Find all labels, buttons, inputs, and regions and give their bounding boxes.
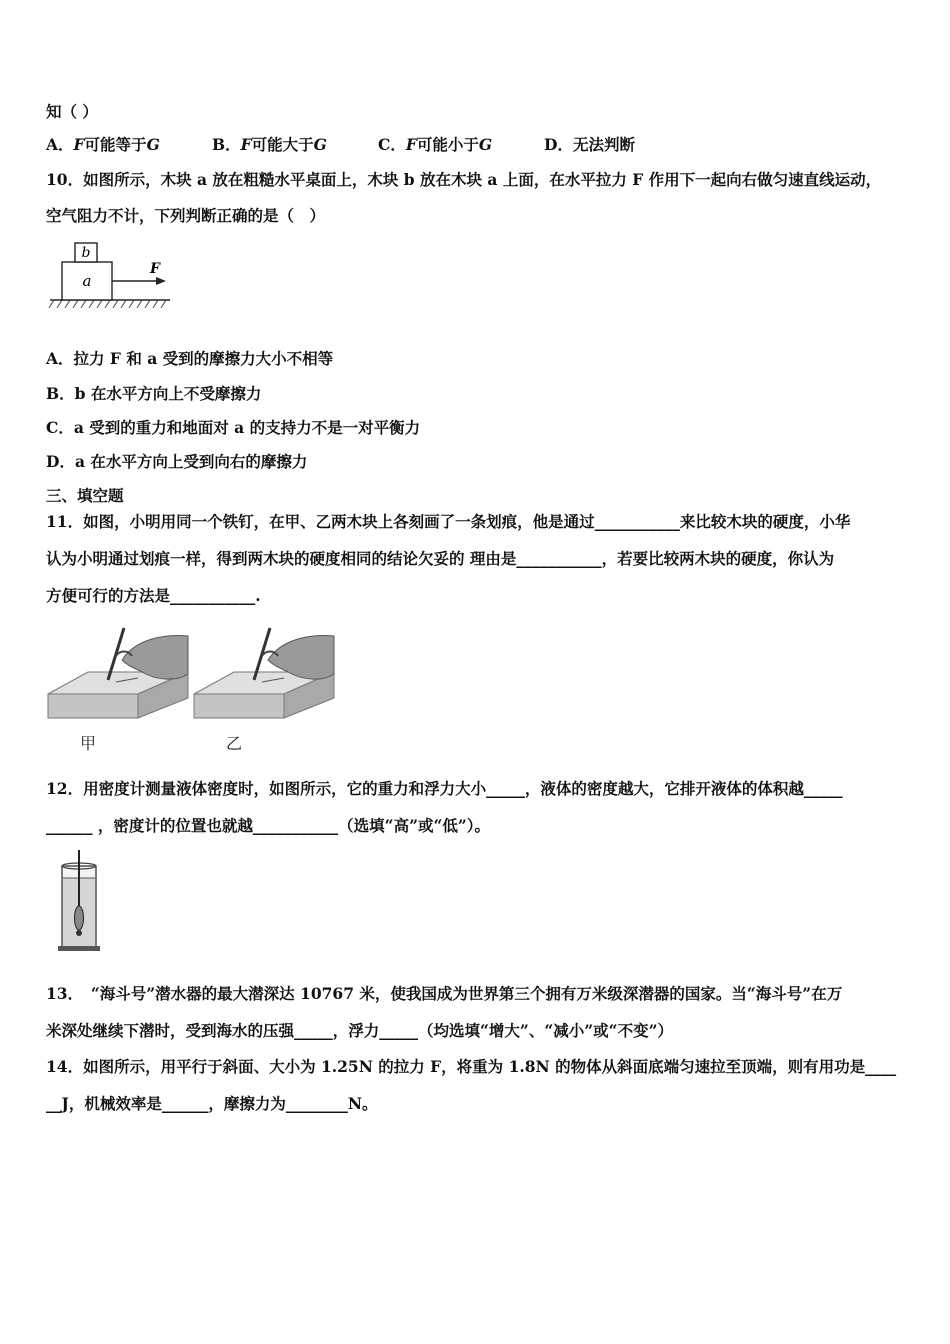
q10-option-b: B．b 在水平方向上不受摩擦力 xyxy=(46,384,262,403)
force-label: F xyxy=(150,261,160,277)
ground-hatching xyxy=(49,300,166,308)
section-heading: 三、填空题 xyxy=(46,486,124,505)
q9-tail: 知（ ） xyxy=(46,102,98,121)
q11-line3: 方便可行的方法是___________. xyxy=(46,586,261,605)
q9-option-b: B．F可能大于G xyxy=(212,135,327,154)
q9-options xyxy=(46,135,635,155)
q14-line1: 14．如图所示，用平行于斜面、大小为 1.25N 的拉力 F，将重为 1.8N 的物体从斜面底端匀速拉至顶端，则有用功是____ xyxy=(46,1057,897,1076)
q11-scratch-figure-jia xyxy=(46,620,191,722)
q11-caption-yi: 乙 xyxy=(226,734,243,753)
block-b-label: b xyxy=(81,245,91,261)
q13-line1: 13． “海斗号”潜水器的最大潜深达 10767 米，使我国成为世界第三个拥有万米级深潜器的国家。当“海斗号”在万 xyxy=(46,984,843,1003)
q10-option-c: C．a 受到的重力和地面对 a 的支持力不是一对平衡力 xyxy=(46,418,421,437)
q13-line2: 米深处继续下潜时，受到海水的压强_____，浮力_____（均选填“增大”、“减小”或“不变”） xyxy=(46,1021,673,1040)
force-arrow-head xyxy=(156,277,166,285)
q10-stem-line2: 空气阻力不计，下列判断正确的是（ ） xyxy=(46,206,326,225)
q9-option-c: C．F可能小于G xyxy=(378,135,493,154)
q11-line2: 认为小明通过划痕一样，得到两木块的硬度相同的结论欠妥的 理由是___________，若要比较两木块的硬度，你认为 xyxy=(46,549,835,568)
q10-block-diagram xyxy=(46,240,176,316)
q11-scratch-figure-yi xyxy=(192,620,337,722)
q10-stem-line1: 10．如图所示，木块 a 放在粗糙水平桌面上，木块 b 放在木块 a 上面，在水平拉力 F 作用下一起向右做匀速直线运动， xyxy=(46,170,882,189)
q14-line2: __J，机械效率是______，摩擦力为________N。 xyxy=(46,1094,378,1113)
q11-line1: 11．如图，小明用同一个铁钉，在甲、乙两木块上各刻画了一条划痕，他是通过___________来比较木块的硬度，小华 xyxy=(46,512,851,531)
q12-line2: ______ ，密度计的位置也就越___________（选填“高”或“低”）。 xyxy=(46,816,491,835)
block-a-label: a xyxy=(82,272,92,290)
q11-caption-jia: 甲 xyxy=(80,734,97,753)
q10-option-d: D．a 在水平方向上受到向右的摩擦力 xyxy=(46,452,308,471)
q10-option-a: A．拉力 F 和 a 受到的摩擦力大小不相等 xyxy=(46,349,334,368)
q9-option-a: A．F可能等于G xyxy=(46,135,160,154)
q12-hydrometer-figure xyxy=(56,848,106,952)
q9-option-d: D．无法判断 xyxy=(544,135,635,154)
q12-line1: 12．用密度计测量液体密度时，如图所示，它的重力和浮力大小_____，液体的密度越大，它排开液体的体积越_____ xyxy=(46,779,843,798)
